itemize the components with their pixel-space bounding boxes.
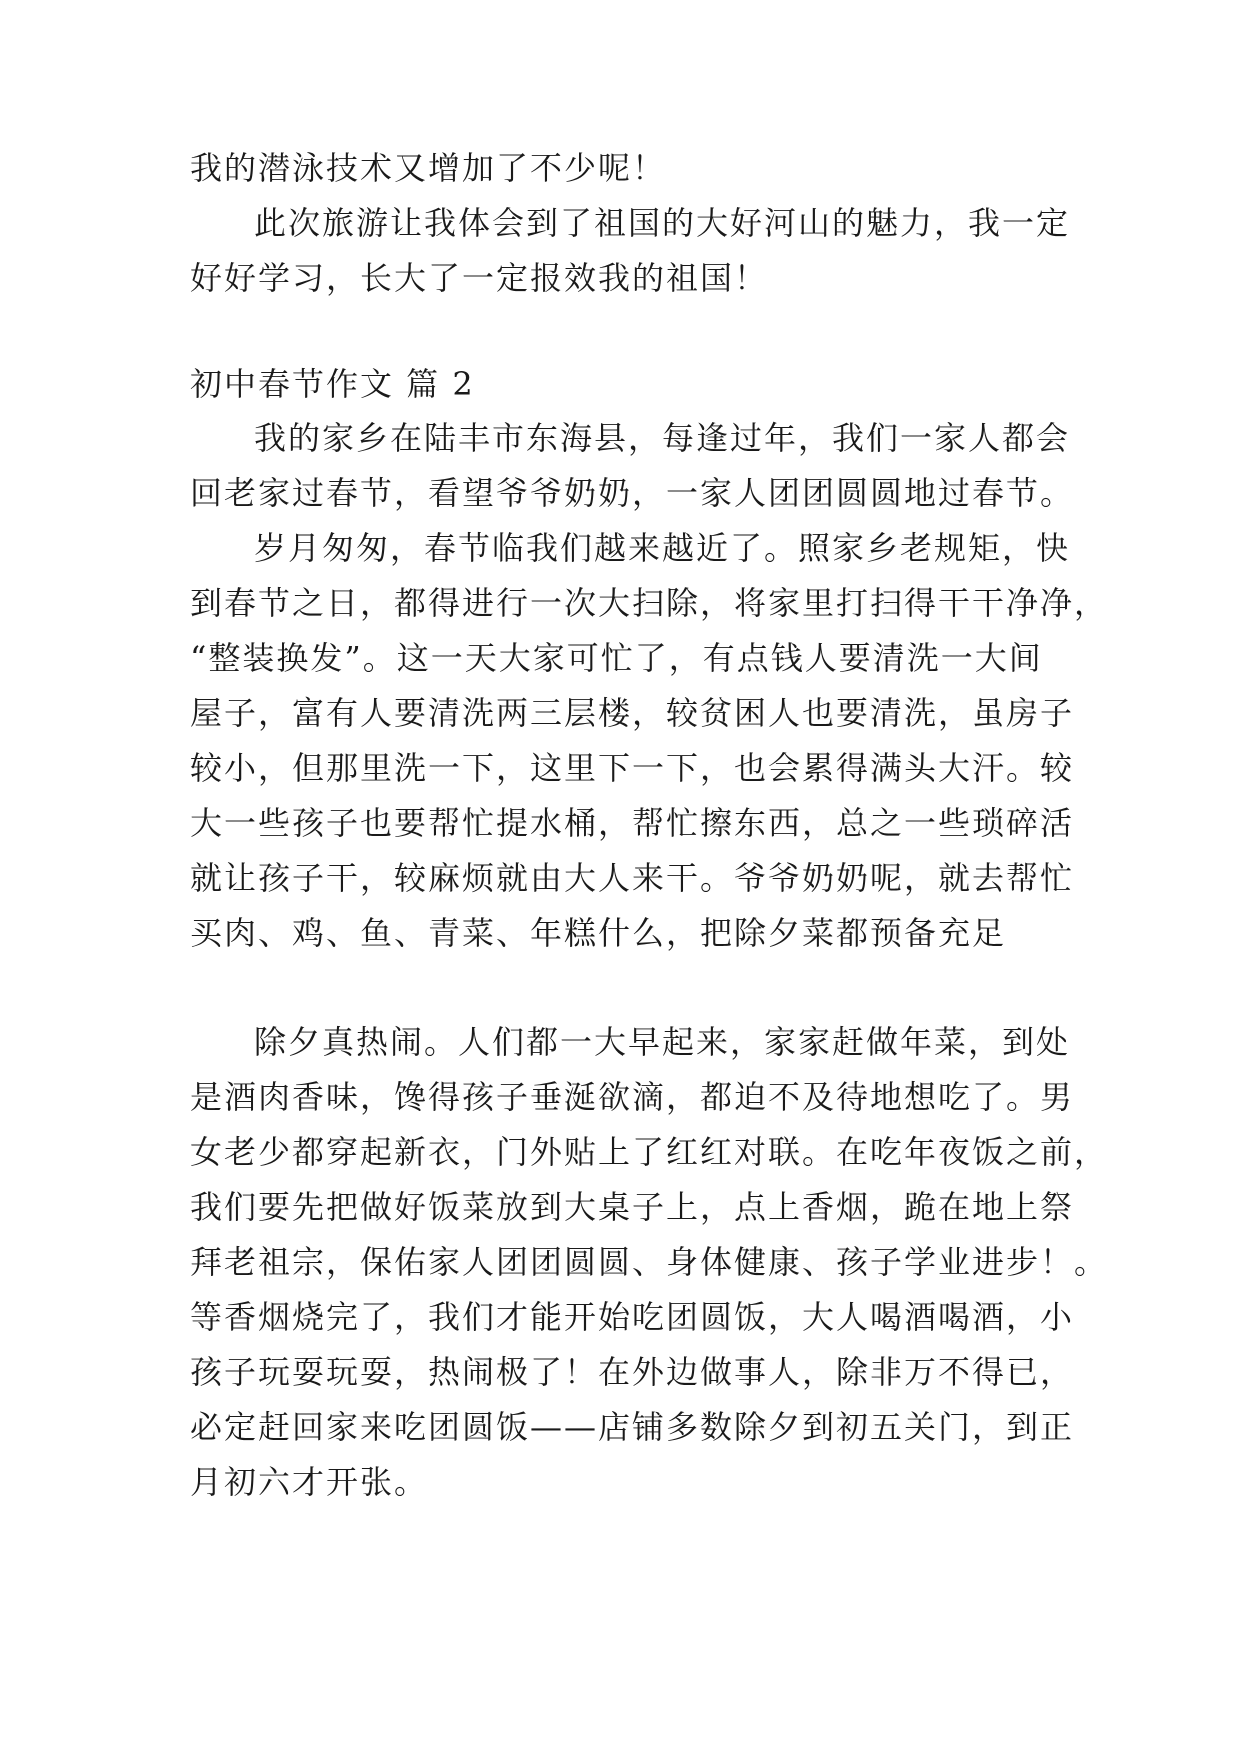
paragraph3-line-8: 必定赶回家来吃团圆饭——店铺多数除夕到初五关门，到正 [190,1408,1075,1446]
closing-line-1: 此次旅游让我体会到了祖国的大好河山的魅力，我一定 [254,204,1071,242]
paragraph2-line-2: 到春节之日，都得进行一次大扫除，将家里打扫得干干净净， [190,584,1109,622]
closing-line-2: 好好学习，长大了一定报效我的祖国！ [190,259,769,297]
paragraph2-line-1: 岁月匆匆，春节临我们越来越近了。照家乡老规矩，快 [254,529,1071,567]
paragraph2-line-8: 买肉、鸡、鱼、青菜、年糕什么，把除夕菜都预备充足 [190,914,1007,952]
paragraph3-line-1: 除夕真热闹。人们都一大早起来，家家赶做年菜，到处 [254,1023,1071,1061]
paragraph3-line-9: 月初六才开张。 [190,1463,429,1501]
paragraph1-line-1: 我的家乡在陆丰市东海县，每逢过年，我们一家人都会 [254,419,1071,457]
paragraph3-line-7: 孩子玩耍玩耍，热闹极了！在外边做事人，除非万不得已， [190,1353,1075,1391]
section-title: 初中春节作文 篇 2 [190,365,475,403]
paragraph3-line-6: 等香烟烧完了，我们才能开始吃团圆饭，大人喝酒喝酒，小 [190,1298,1075,1336]
continuation-line: 我的潜泳技术又增加了不少呢！ [190,149,667,187]
paragraph3-line-5: 拜老祖宗，保佑家人团团圆圆、身体健康、孩子学业进步！。 [190,1243,1109,1281]
paragraph3-line-4: 我们要先把做好饭菜放到大桌子上，点上香烟，跪在地上祭 [190,1188,1075,1226]
paragraph1-line-2: 回老家过春节，看望爷爷奶奶，一家人团团圆圆地过春节。 [190,474,1075,512]
paragraph3-line-3: 女老少都穿起新衣，门外贴上了红红对联。在吃年夜饭之前， [190,1133,1109,1171]
paragraph3-line-2: 是酒肉香味，馋得孩子垂涎欲滴，都迫不及待地想吃了。男 [190,1078,1075,1116]
paragraph2-line-5: 较小，但那里洗一下，这里下一下，也会累得满头大汗。较 [190,749,1075,787]
paragraph2-line-6: 大一些孩子也要帮忙提水桶，帮忙擦东西，总之一些琐碎活 [190,804,1075,842]
paragraph2-line-7: 就让孩子干，较麻烦就由大人来干。爷爷奶奶呢，就去帮忙 [190,859,1075,897]
paragraph2-line-4: 屋子，富有人要清洗两三层楼，较贫困人也要清洗，虽房子 [190,694,1075,732]
paragraph2-line-3: “整装换发”。这一天大家可忙了，有点钱人要清洗一大间 [190,639,1043,677]
document-body [190,0,1109,1754]
